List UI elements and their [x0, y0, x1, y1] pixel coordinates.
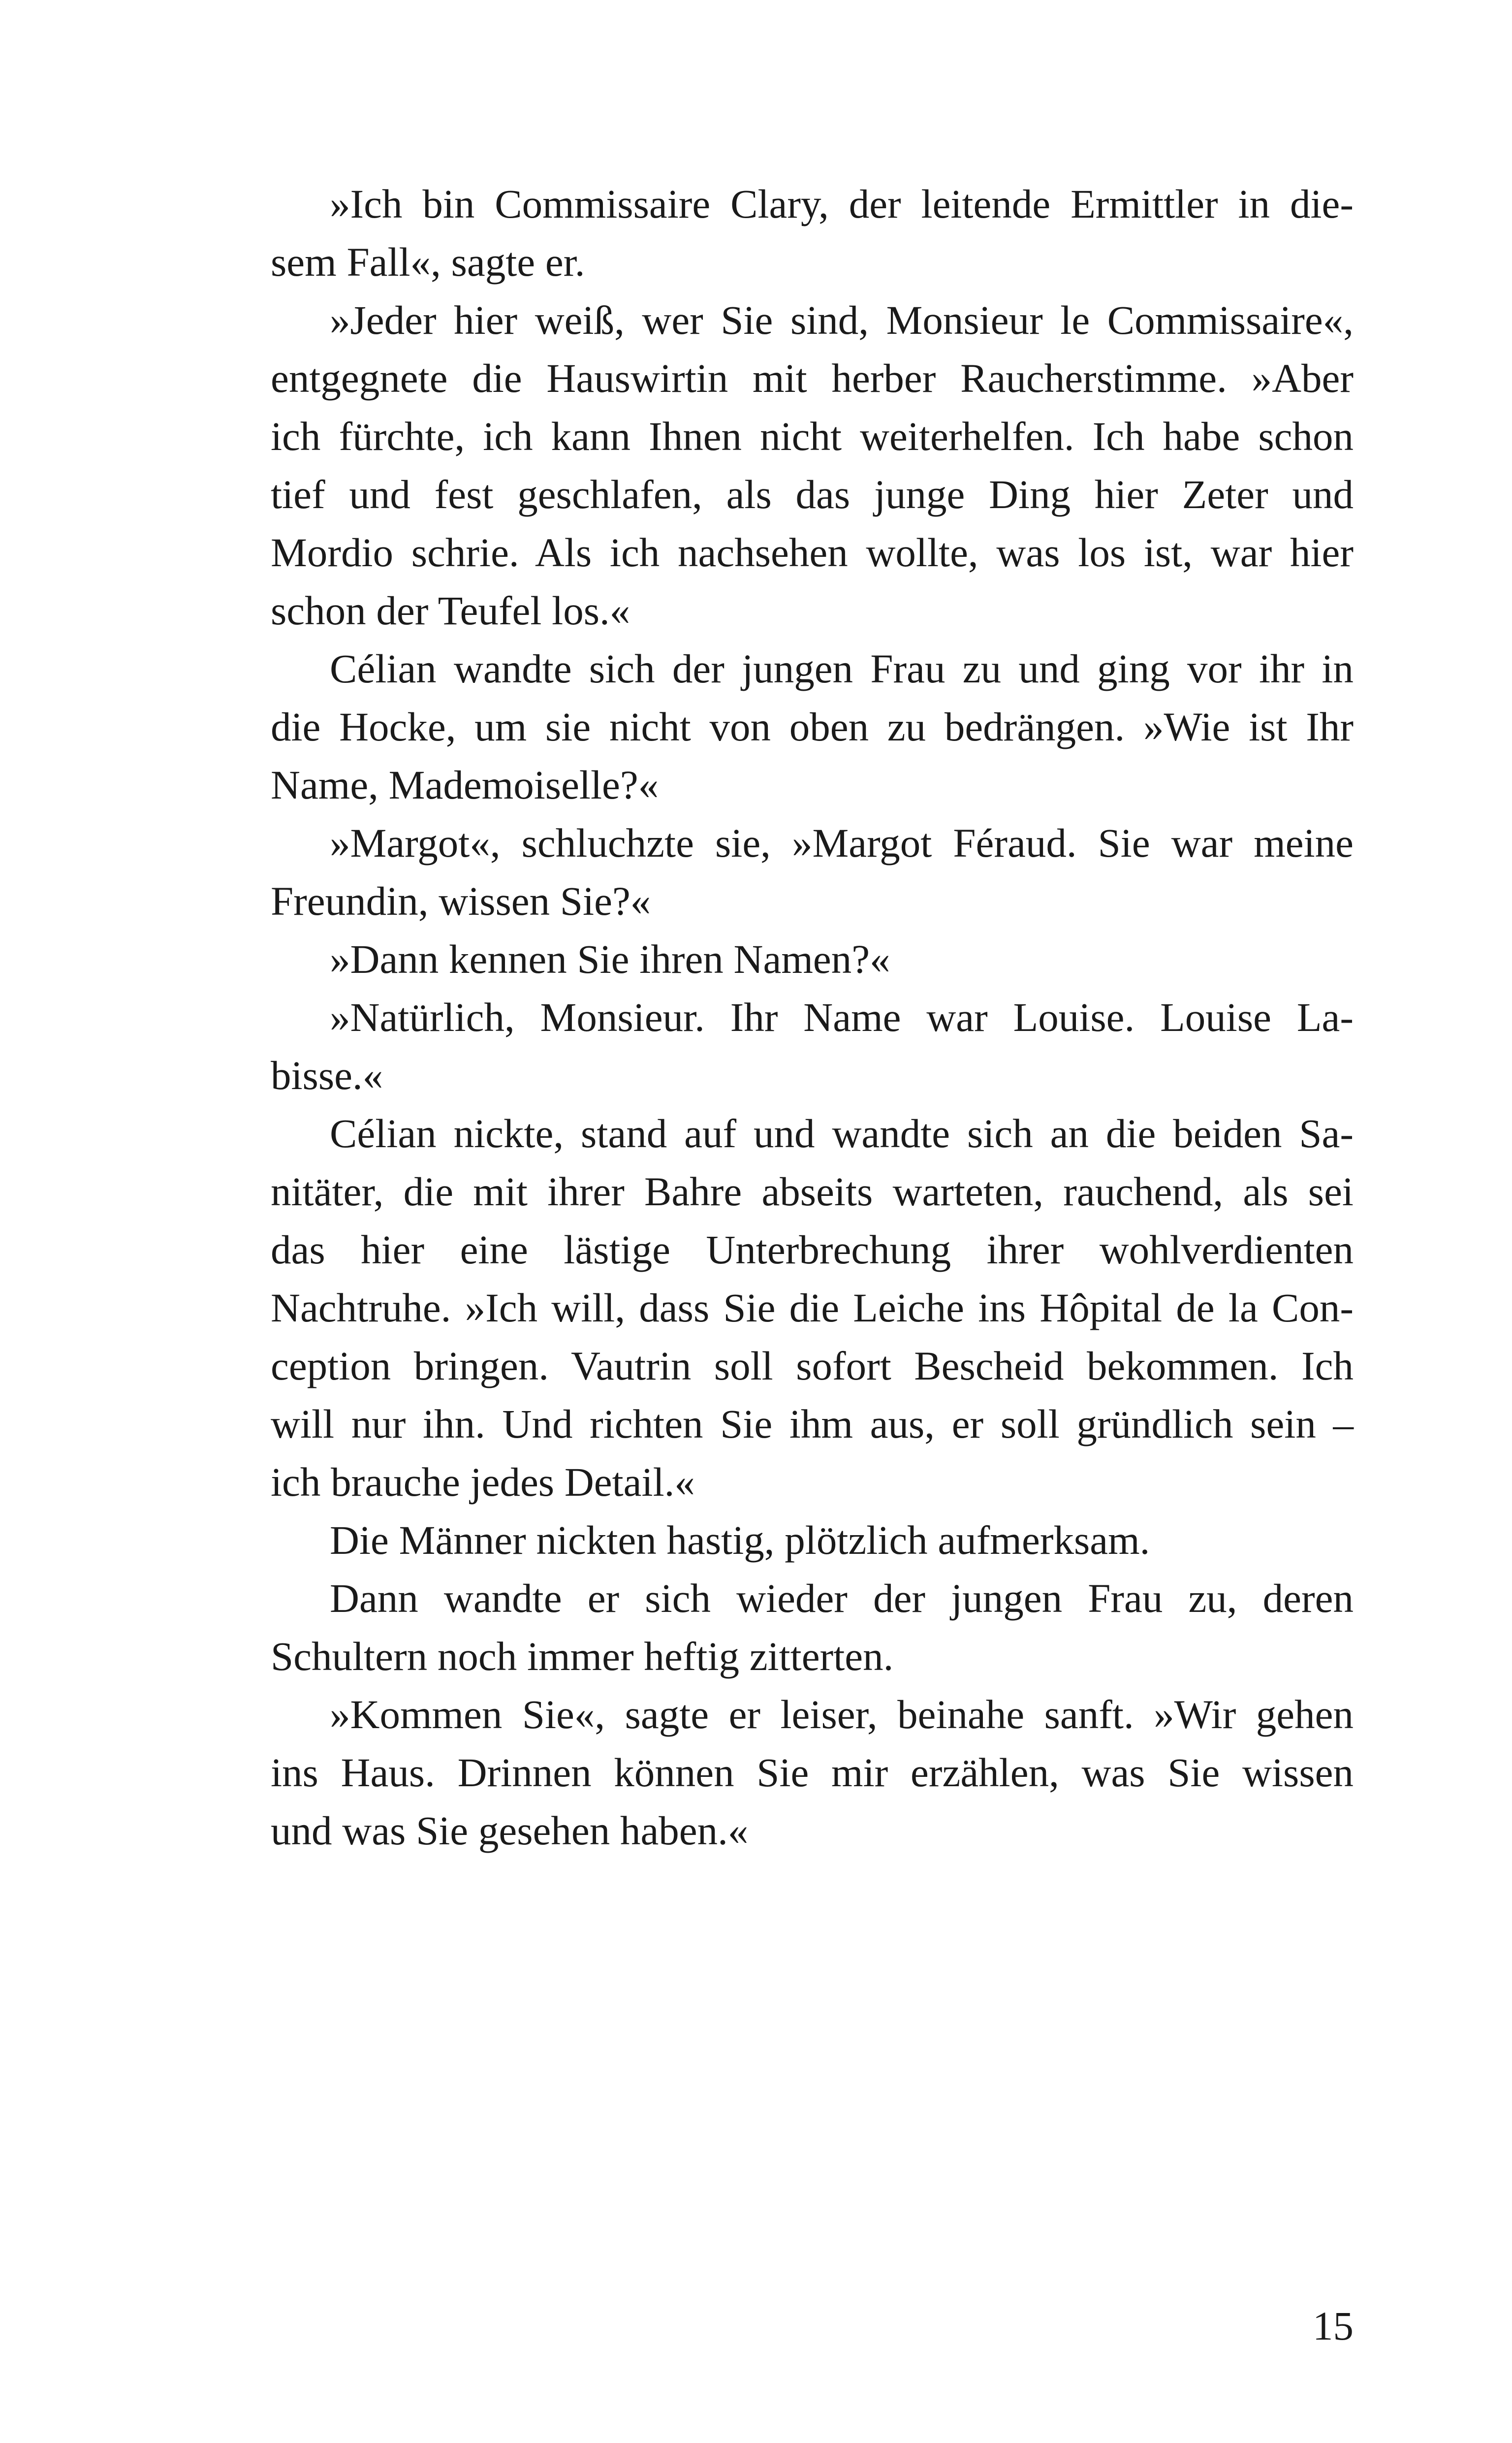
paragraph	[271, 1511, 1354, 1569]
paragraph	[271, 175, 1354, 291]
text-line: »Margot«, schluchzte sie, »Margot Féraud. Sie war meine	[330, 820, 1354, 866]
text-line: die Hocke, um sie nicht von oben zu bedrängen. »Wie ist Ihr	[271, 704, 1354, 749]
text-line: bisse.«	[271, 1053, 383, 1098]
text-line: ception bringen. Vautrin soll sofort Bescheid bekommen. Ich	[271, 1343, 1354, 1388]
text-line: »Kommen Sie«, sagte er leiser, beinahe sanft. »Wir gehen	[330, 1692, 1354, 1737]
text-line: und was Sie gesehen haben.«	[271, 1808, 749, 1853]
text-line: ich brauche jedes Detail.«	[271, 1459, 695, 1505]
text-line: Célian wandte sich der jungen Frau zu und ging vor ihr in	[330, 646, 1354, 691]
paragraph	[271, 930, 1354, 988]
text-line: Dann wandte er sich wieder der jungen Frau zu, deren	[330, 1575, 1354, 1621]
paragraph	[271, 988, 1354, 1104]
body-text	[271, 175, 1354, 1860]
text-line: sem Fall«, sagte er.	[271, 239, 585, 285]
text-line: Name, Mademoiselle?«	[271, 762, 659, 807]
paragraph	[271, 1685, 1354, 1860]
text-line: Freundin, wissen Sie?«	[271, 878, 651, 924]
text-line: ich fürchte, ich kann Ihnen nicht weiterhelfen. Ich habe schon	[271, 414, 1354, 459]
paragraph	[271, 814, 1354, 930]
paragraph	[271, 291, 1354, 640]
text-line: »Jeder hier weiß, wer Sie sind, Monsieur le Commissaire«,	[330, 297, 1354, 343]
text-line: nitäter, die mit ihrer Bahre abseits warteten, rauchend, als sei	[271, 1169, 1354, 1214]
paragraph	[271, 1104, 1354, 1511]
text-line: Nachtruhe. »Ich will, dass Sie die Leiche ins Hôpital de la Con-	[271, 1285, 1354, 1330]
text-line: Schultern noch immer heftig zitterten.	[271, 1634, 894, 1679]
text-line: will nur ihn. Und richten Sie ihm aus, er soll gründlich sein –	[271, 1401, 1354, 1447]
text-line: Mordio schrie. Als ich nachsehen wollte, was los ist, war hier	[271, 530, 1354, 575]
text-line: das hier eine lästige Unterbrechung ihrer wohlverdienten	[271, 1227, 1354, 1272]
text-line: »Natürlich, Monsieur. Ihr Name war Louise. Louise La-	[330, 995, 1354, 1040]
text-line: schon der Teufel los.«	[271, 588, 630, 633]
paragraph	[271, 1569, 1354, 1685]
paragraph	[271, 640, 1354, 814]
text-line: Die Männer nickten hastig, plötzlich aufmerksam.	[330, 1517, 1150, 1563]
page-number: 15	[1313, 2303, 1354, 2348]
text-line: Célian nickte, stand auf und wandte sich an die beiden Sa-	[330, 1111, 1354, 1156]
text-line: tief und fest geschlafen, als das junge Ding hier Zeter und	[271, 472, 1354, 517]
text-line: ins Haus. Drinnen können Sie mir erzählen, was Sie wissen	[271, 1750, 1354, 1795]
text-line: »Ich bin Commissaire Clary, der leitende Ermittler in die-	[330, 181, 1354, 226]
text-line: entgegnete die Hauswirtin mit herber Raucherstimme. »Aber	[271, 355, 1354, 401]
text-line: »Dann kennen Sie ihren Namen?«	[330, 936, 890, 982]
